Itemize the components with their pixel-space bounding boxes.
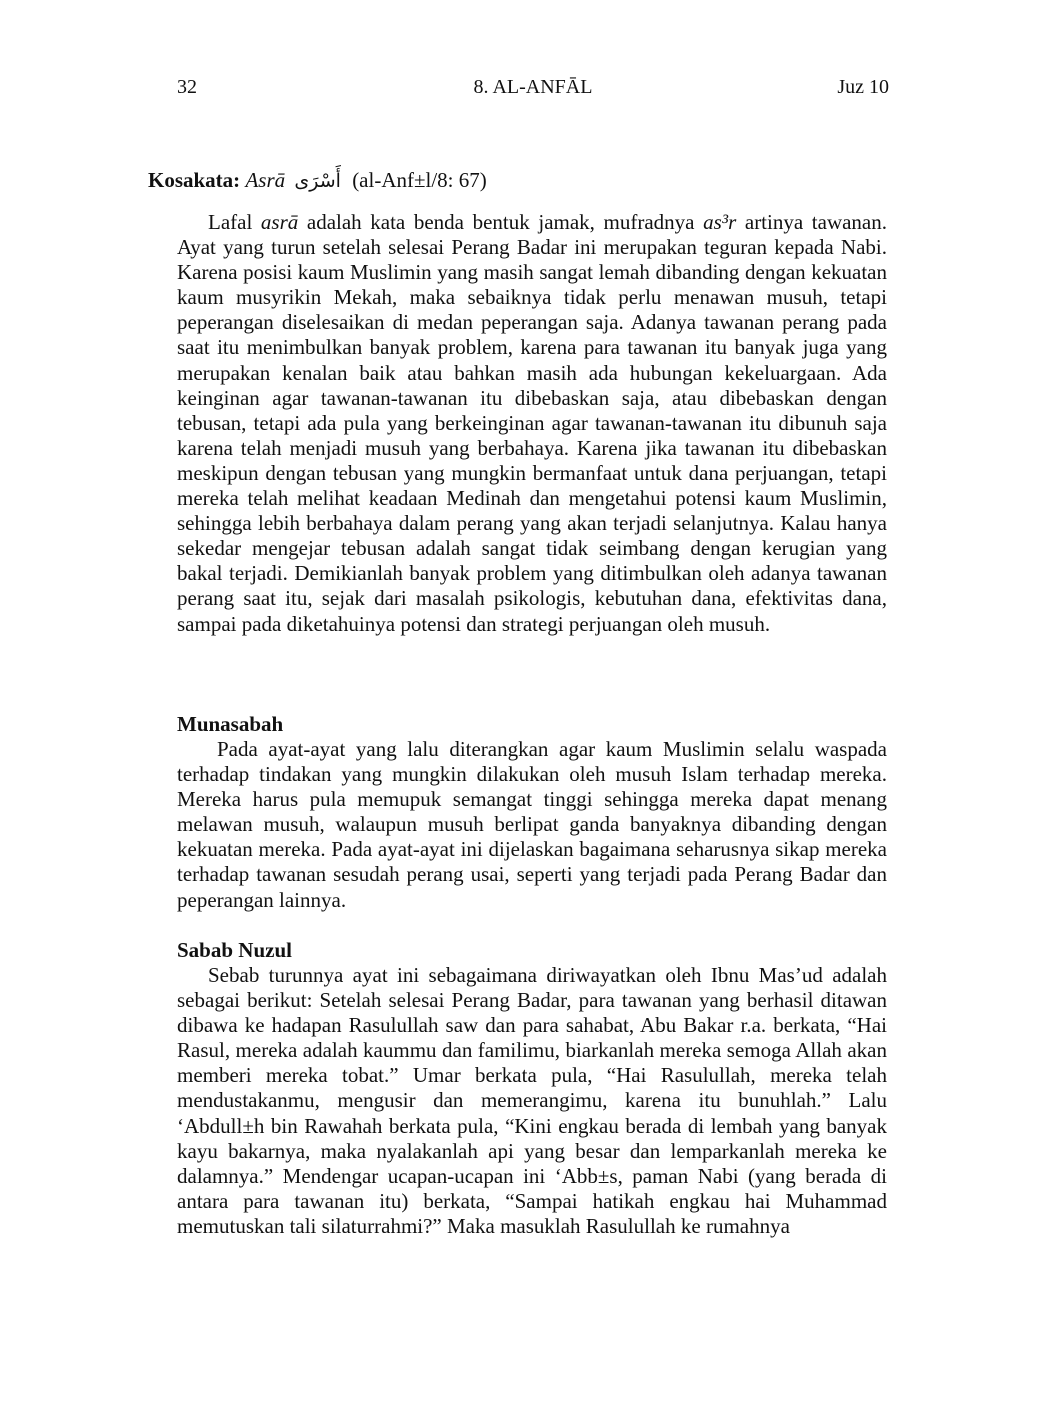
paragraph-text: artinya tawanan. Ayat yang turun setelah selesai Perang Badar ini merupakan teguran kepada Nabi. Karena posisi kaum Muslimin yang masih sangat lemah dibanding dengan kekuatan kaum musyrikin Mekah, maka sebaiknya tidak perlu menawan musuh, tetapi peperangan diselesaikan di medan peperangan saja. Adanya tawanan perang pada saat itu menimbulkan banyak problem, karena para tawanan itu banyak juga yang merupakan kenalan baik atau bahkan masih ada hubungan kekeluargaan. Ada keinginan agar tawanan-tawanan itu dibebaskan saja, atau dibebaskan dengan tebusan, tetapi ada pula yang berkeinginan agar tawanan-tawanan itu dibunuh saja karena telah menjadi musuh yang berbahaya. Karena jika tawanan itu dibebaskan meskipun dengan tebusan yang mungkin bermanfaat untuk dana perjuangan, tetapi mereka telah melihat keadaan Medinah dan mengetahui potensi kaum Muslimin, sehingga lebih berbahaya dalam perang yang akan terjadi selanjutnya. Kalau hanya sekedar mengejar tebusan adalah sangat tidak seimbang dengan kerugian yang bakal terjadi. Demikianlah banyak problem yang ditimbulkan oleh adanya tawanan perang saat itu, sejak dari masalah psikologis, kebutuhan dana, efektivitas dana, sampai pada diketahuinya potensi dan strategi perjuangan oleh musuh. (177, 210, 887, 636)
munasabah-paragraph: Pada ayat-ayat yang lalu diterangkan agar kaum Muslimin selalu waspada terhadap tindakan yang mungkin dilakukan oleh musuh Islam terhadap mereka. Mereka harus pula memupuk semangat tinggi sehingga mereka dapat menang melawan musuh, walaupun musuh berlipat ganda banyaknya dibanding dengan kekuatan mereka. Pada ayat-ayat ini dijelaskan bagaimana seharusnya sikap mereka terhadap tawanan sesudah perang usai, seperti yang terjadi pada Perang Badar dan peperangan lainnya. (177, 737, 887, 912)
kosakata-label: Kosakata: (148, 168, 241, 192)
page-header (177, 76, 889, 102)
kosakata-line (148, 168, 487, 193)
munasabah-heading: Munasabah (177, 712, 284, 736)
kosakata-term: Asrā (245, 168, 286, 192)
italic-term-asra: asrā (260, 210, 299, 234)
italic-term-asir: as³r (703, 210, 737, 234)
paragraph-text: adalah kata benda bentuk jamak, mufradnya (298, 210, 704, 234)
kosakata-arabic: أَسْرَى (294, 170, 341, 192)
page-number: 32 (177, 76, 197, 98)
sabab-nuzul-heading: Sabab Nuzul (177, 938, 292, 962)
juz-label: Juz 10 (837, 76, 889, 98)
chapter-title: 8. AL-ANFĀL (473, 76, 593, 98)
kosakata-reference: (al-Anf±l/8: 67) (352, 168, 487, 192)
paragraph-text: Lafal (208, 210, 261, 234)
kosakata-paragraph (177, 210, 887, 637)
sabab-nuzul-paragraph: Sebab turunnya ayat ini sebagaimana diriwayatkan oleh Ibnu Mas’ud adalah sebagai berikut: Setelah selesai Perang Badar, para tawanan yang berhasil ditawan dibawa ke hadapan Rasulullah saw dan para sahabat, Abu Bakar r.a. berkata, “Hai Rasul, mereka adalah kaummu dan familimu, biarkanlah mereka semoga Allah akan memberi mereka tobat.” Umar berkata pula, “Hai Rasulullah, mereka telah mendustakanmu, mengusir dan memerangimu, karena itu bunuhlah.” Lalu ‘Abdull±h bin Rawahah berkata pula, “Kini engkau berada di lembah yang banyak kayu bakarnya, maka nyalakanlah api yang besar dan lemparkanlah mereka ke dalamnya.” Mendengar ucapan-ucapan ini ‘Abb±s, paman Nabi (yang berada di antara para tawanan itu) berkata, “Sampai hatikah engkau hai Muhammad memutuskan tali silaturrahmi?” Maka masuklah Rasulullah ke rumahnya (177, 963, 887, 1238)
